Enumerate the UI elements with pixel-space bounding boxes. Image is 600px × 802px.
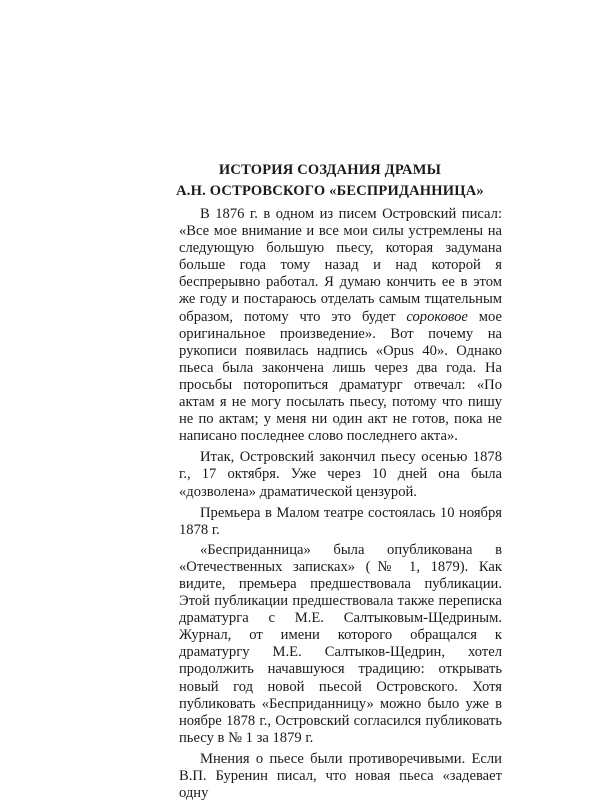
paragraph-5: Мнения о пьесе были противоречивыми. Если В.П. Буренин писал, что новая пьеса «задевает одну	[179, 750, 502, 802]
body-text	[179, 206, 502, 802]
paragraph-1-emphasis: сороковое	[406, 308, 468, 325]
paragraph-4: «Бесприданница» была опубликована в «Отечественных записках» (№ 1, 1879). Как видите, премьера предшествовала публикации. Этой публикации предшествовала также переписка драматурга с М.Е. Салтыковым-Щедриным. Журнал, от имени которого обращался к драматургу М.Е. Салтыков-Щедрин, хотел продолжить начавшуюся традицию: открывать новый год новой пьесой Островского. Хотя публиковать «Бесприданницу» можно было уже в ноябре 1878 г., Островский согласился публиковать пьесу в № 1 за 1879 г.	[179, 541, 502, 746]
chapter-title-line-2: А.Н. ОСТРОВСКОГО «БЕСПРИДАННИЦА»	[176, 183, 484, 199]
paragraph-1	[179, 206, 502, 445]
paragraph-2: Итак, Островский закончил пьесу осенью 1878 г., 17 октября. Уже через 10 дней она была «дозволена» драматической цензурой.	[179, 449, 502, 500]
paragraph-3: Премьера в Малом театре состоялась 10 ноября 1878 г.	[179, 504, 502, 538]
paragraph-1-part-b: мое оригинальное произведение». Вот почему на рукописи появилась надпись «Opus 40». Однако пьеса была закончена лишь через два года. На просьбы поторопиться драматург отвечал: «По актам я не могу посылать пьесу, потому что пишу не по актам; у меня ни один акт не готов, пока не написано последнее слово последнего акта».	[179, 308, 502, 445]
paragraph-1-part-a: В 1876 г. в одном из писем Островский писал: «Все мое внимание и все мои силы устремлены на следующую большую пьесу, которая задумана больше года тому назад и над которой я беспрерывно работал. Я думаю кончить ее в этом же году и постараюсь отделать самым тщательным образом, потому что это будет	[179, 206, 502, 325]
chapter-title-line-1: ИСТОРИЯ СОЗДАНИЯ ДРАМЫ	[218, 162, 442, 178]
